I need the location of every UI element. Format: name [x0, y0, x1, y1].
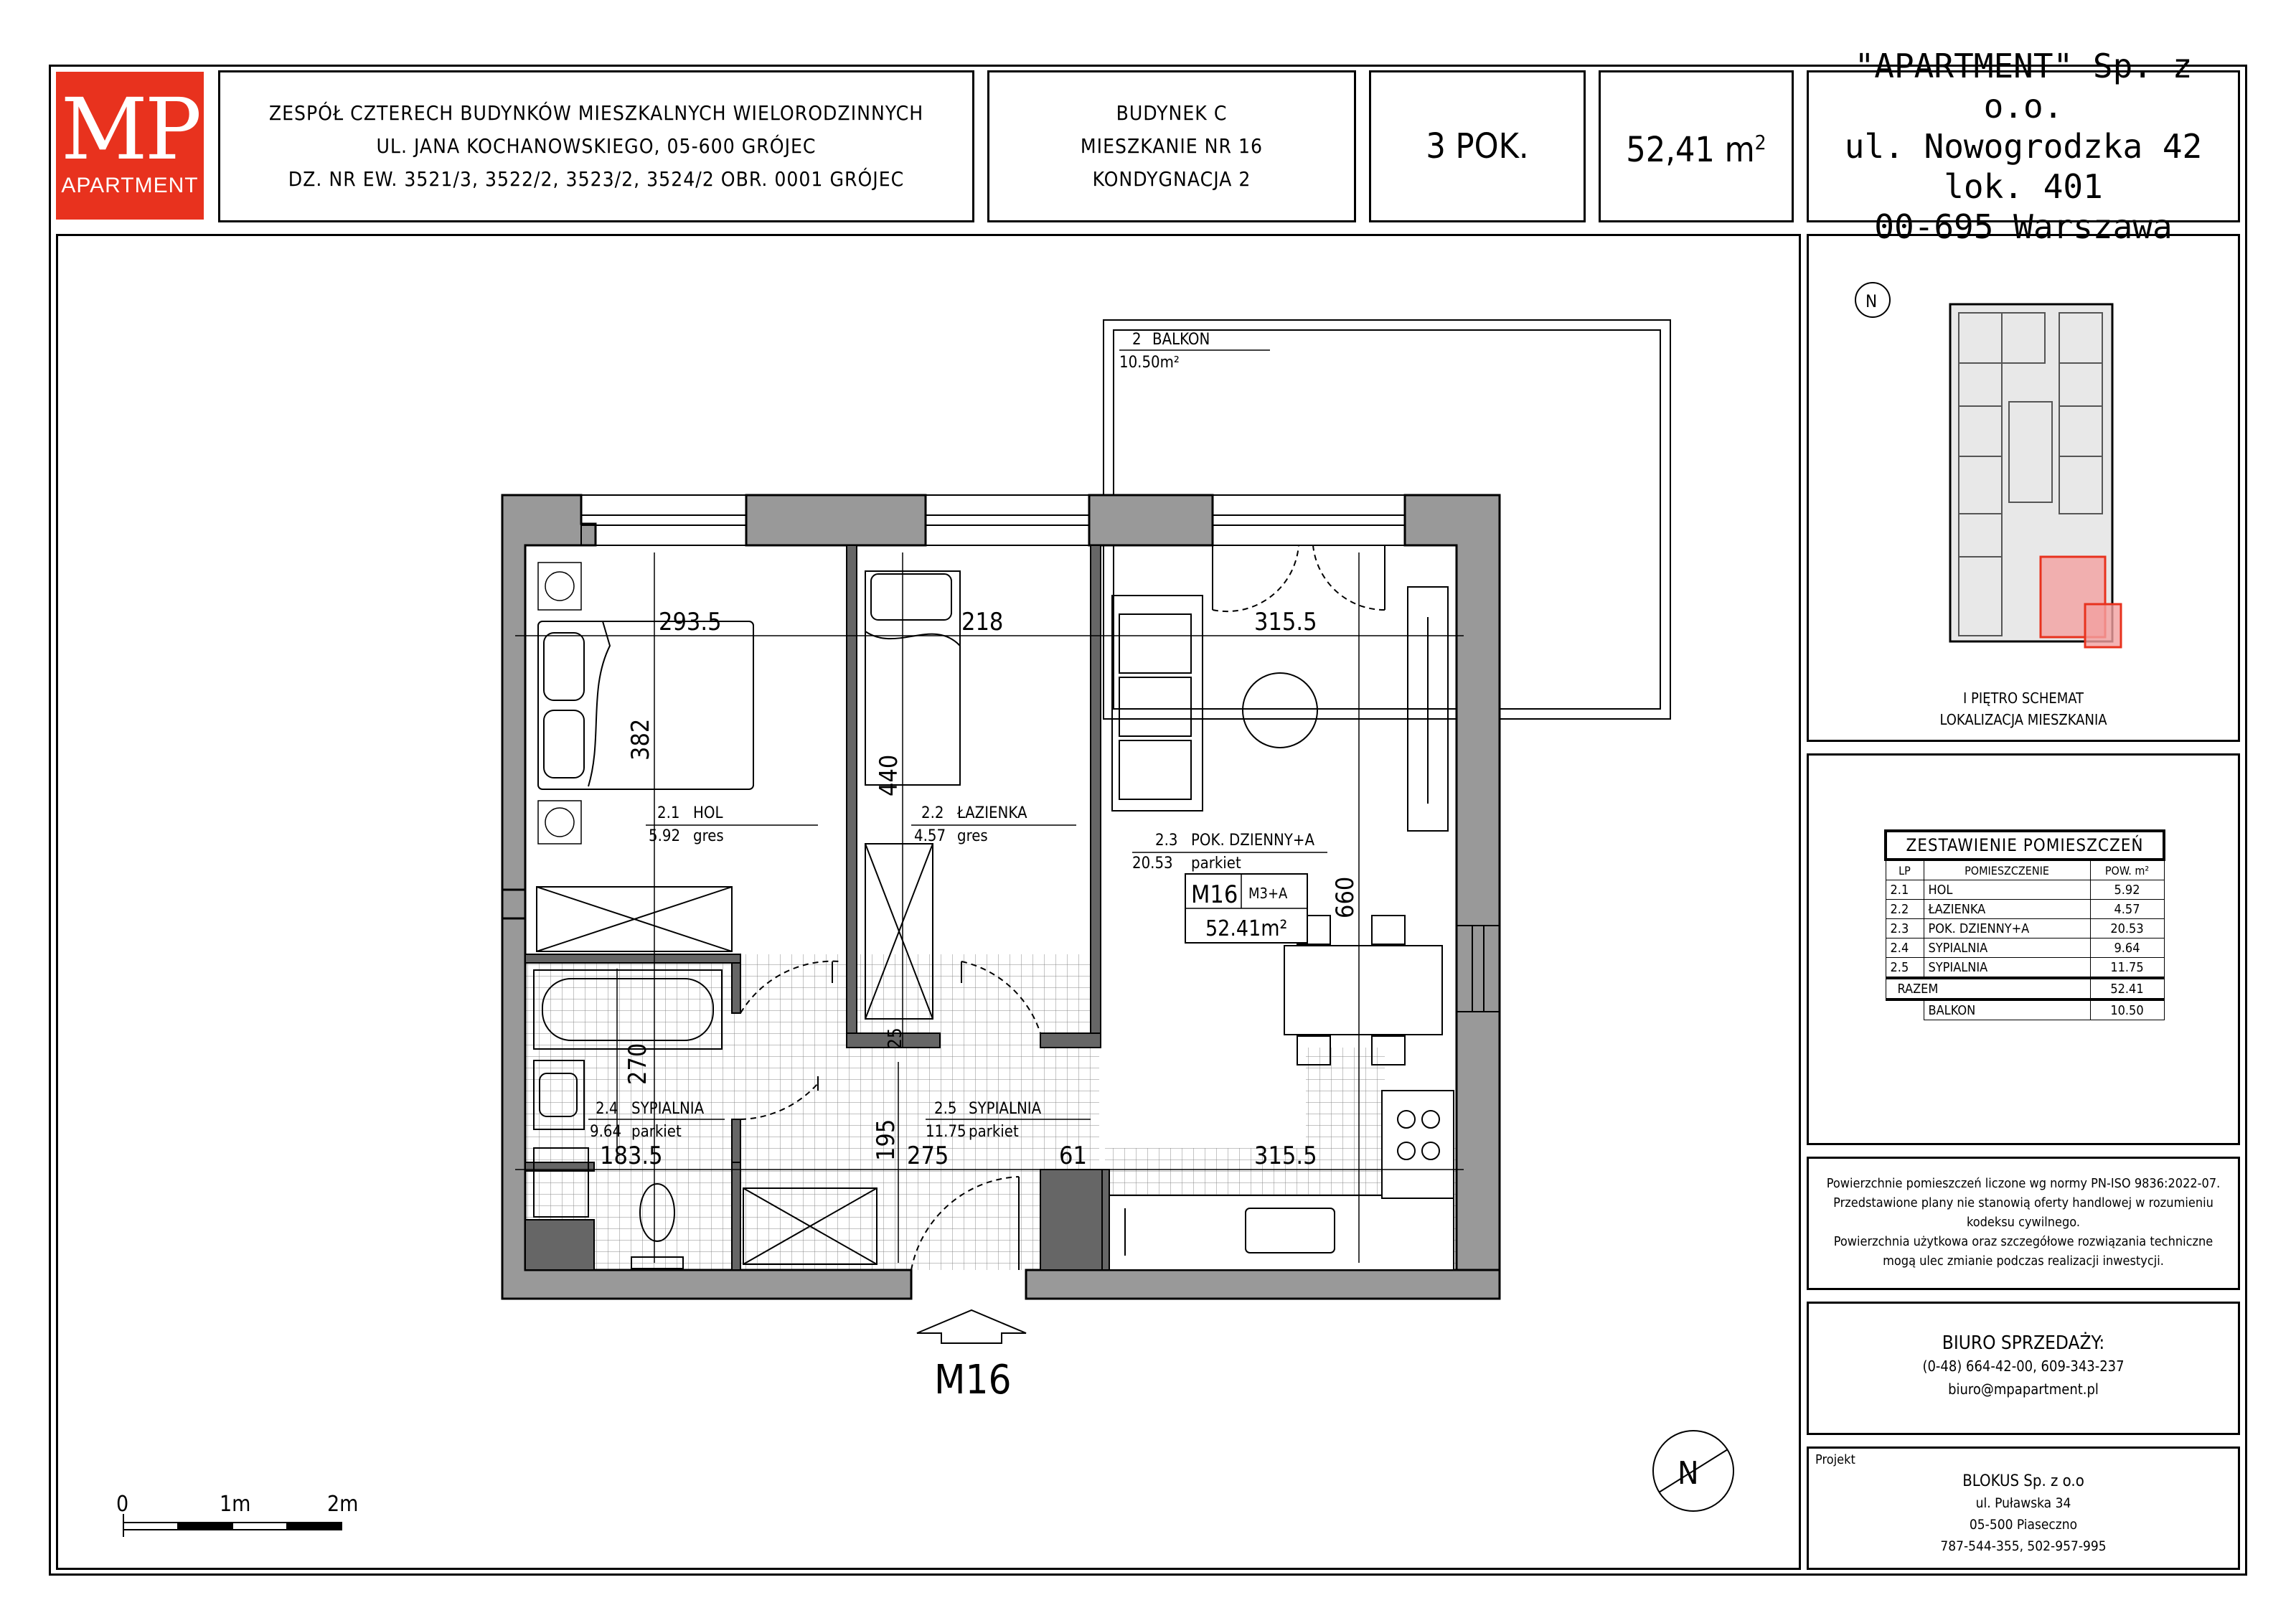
room-21-name: SYPIALNIA: [969, 1100, 1042, 1118]
bed-single: [865, 571, 960, 785]
building-line: BUDYNEK C: [1116, 101, 1228, 125]
dim-bedroom-24-width: 218: [961, 608, 1004, 636]
sales-title: BIURO SPRZEDAŻY:: [1942, 1332, 2105, 1354]
table-balcony-row: BALKON 10.50: [1886, 999, 2164, 1020]
dim-kitchen-width: 315.5: [1254, 1142, 1317, 1170]
dim-living-depth: 660: [1331, 876, 1360, 918]
note-line: Powierzchnie pomieszczeń liczone wg normy PN-ISO 9836:2022-07.: [1826, 1176, 2221, 1191]
dim-bathroom-width: 183.5: [600, 1142, 663, 1170]
project-phones: 787-544-355, 502-957-995: [1940, 1538, 2107, 1554]
project-line-1: ZESPÓŁ CZTERECH BUDYNKÓW MIESZKALNYCH WIELORODZINNYCH: [268, 101, 924, 125]
key-north-letter: N: [1866, 291, 1878, 311]
project-label: Projekt: [1815, 1452, 1855, 1467]
room-21-area: 11.75: [926, 1123, 966, 1141]
room-21-floor: parkiet: [969, 1123, 1019, 1141]
unit-tag-code: M16: [1191, 880, 1238, 909]
sales-office: [1815, 1332, 2231, 1401]
dim-bathroom-depth: 270: [624, 1043, 652, 1085]
dim-bedroom-25-depth: 382: [626, 718, 655, 761]
developer-city: 00-695 Warszawa: [1874, 207, 2173, 246]
legal-notes: [1815, 1174, 2231, 1271]
project-line-2: UL. JANA KOCHANOWSKIEGO, 05-600 GRÓJEC: [376, 134, 817, 158]
table-title: ZESTAWIENIE POMIESZCZEŃ: [1886, 831, 2164, 860]
project-city: 05-500 Piaseczno: [1969, 1517, 2078, 1533]
scale-0: 0: [116, 1492, 129, 1517]
table-header-area: POW. m²: [2090, 860, 2164, 880]
kitchen-tiles-2: [1306, 1048, 1385, 1148]
total-area: 52,41 $m^2$: [1626, 130, 1766, 170]
room-24-floor: gres: [957, 827, 988, 845]
project-line-3: DZ. NR EW. 3521/3, 3522/2, 3523/2, 3524/2 OBR. 0001 GRÓJEC: [288, 167, 905, 191]
room-22-name: SYPIALNIA: [631, 1100, 705, 1118]
note-line: Powierzchnia użytkowa oraz szczegółowe rozwiązania techniczne: [1833, 1234, 2213, 1249]
table-row: 2.5 SYPIALNIA 11.75: [1886, 958, 2164, 979]
table-row: 2.1 HOL 5.92: [1886, 880, 2164, 900]
scale-bar: [116, 1492, 358, 1537]
key-plan-caption-2: LOKALIZACJA MIESZKANIA: [1939, 711, 2107, 728]
project-company: BLOKUS Sp. z o.o: [1962, 1472, 2084, 1490]
room-23-name: POK. DZIENNY+A: [1191, 832, 1315, 850]
dim-hall-width: 275: [907, 1142, 949, 1170]
windows: [581, 495, 1500, 1012]
table-header-lp: LP: [1886, 860, 1924, 880]
entrance-label: M16: [934, 1357, 1012, 1403]
project-designer: [1815, 1471, 2231, 1557]
project-street: ul. Puławska 34: [1975, 1495, 2071, 1511]
sofa: [1112, 596, 1203, 811]
table-row: 2.2 ŁAZIENKA 4.57: [1886, 900, 2164, 919]
key-plan-caption-1: I PIĘTRO SCHEMAT: [1962, 690, 2084, 707]
unit-tag: [1185, 874, 1307, 943]
unit-tag-type: M3+A: [1248, 885, 1288, 902]
room-summary-table: [1884, 829, 2165, 1020]
north-letter: N: [1678, 1455, 1699, 1492]
nightstands: [538, 563, 581, 844]
rooms-count: 3 POK.: [1426, 126, 1529, 166]
developer-name: "APARTMENT" Sp. z o.o.: [1854, 47, 2193, 126]
table-header-name: POMIESZCZENIE: [1924, 860, 2090, 880]
table-row: 2.4 SYPIALNIA 9.64: [1886, 938, 2164, 958]
north-arrow-icon: [1653, 1431, 1733, 1511]
room-25-name: HOL: [693, 804, 723, 822]
unit-tag-area: 52.41m²: [1205, 916, 1288, 941]
scale-1m: 1m: [220, 1492, 251, 1517]
table-row: 2.3 POK. DZIENNY+A 20.53: [1886, 919, 2164, 938]
coffee-table: [1243, 673, 1317, 748]
bed-double: [538, 621, 753, 789]
room-25-area: 5.92: [649, 827, 681, 845]
note-line: mogą ulec zmianie podczas realizacji inwestycji.: [1883, 1253, 2164, 1269]
developer-street: ul. Nowogrodzka 42 lok. 401: [1844, 127, 2203, 206]
apartment-number-line: MIESZKANIE NR 16: [1080, 134, 1264, 158]
entrance-arrow: [917, 1310, 1026, 1403]
dim-closet-width: 61: [1059, 1142, 1087, 1170]
dim-hall-depth: 195: [872, 1119, 900, 1161]
room-22-floor: parkiet: [631, 1123, 682, 1141]
room-24-area: 4.57: [914, 827, 946, 845]
sales-phone: (0-48) 664-42-00, 609-343-237: [1922, 1358, 2125, 1375]
key-plan-schematic: [1855, 283, 2121, 728]
floor-line: KONDYGNACJA 2: [1092, 167, 1251, 191]
room-25-num: 2.1: [657, 804, 680, 822]
table-total-row: RAZEM 52.41: [1886, 978, 2164, 999]
note-line: kodeksu cywilnego.: [1966, 1215, 2081, 1230]
room-23-num: 2.3: [1155, 832, 1178, 850]
room-22-num: 2.4: [596, 1100, 618, 1118]
scale-2m: 2m: [327, 1492, 359, 1517]
dim-living-width: 315.5: [1254, 608, 1317, 636]
logo-letters: MP: [60, 80, 199, 179]
dim-bedroom-25-width: 293.5: [659, 608, 722, 636]
room-22-area: 9.64: [590, 1123, 622, 1141]
room-23-area: 20.53: [1132, 855, 1173, 872]
room-25-floor: gres: [693, 827, 724, 845]
balcony-area: 10.50m²: [1119, 354, 1180, 372]
logo-word: APARTMENT: [61, 174, 199, 197]
wardrobe-bedroom-25: [537, 887, 732, 951]
dim-wall-thickness: 25: [885, 1027, 906, 1049]
room-23-floor: parkiet: [1191, 855, 1241, 872]
room-24-name: ŁAZIENKA: [957, 804, 1027, 822]
room-21-num: 2.5: [934, 1100, 957, 1118]
note-line: Przedstawione plany nie stanowią oferty handlowej w rozumieniu: [1833, 1195, 2213, 1210]
dim-bedroom-24-depth: 440: [875, 754, 903, 796]
sales-email: biuro@mpapartment.pl: [1948, 1380, 2099, 1398]
balcony-name: BALKON: [1152, 331, 1210, 349]
balcony-num: 2: [1132, 331, 1142, 349]
room-24-num: 2.2: [921, 804, 944, 822]
